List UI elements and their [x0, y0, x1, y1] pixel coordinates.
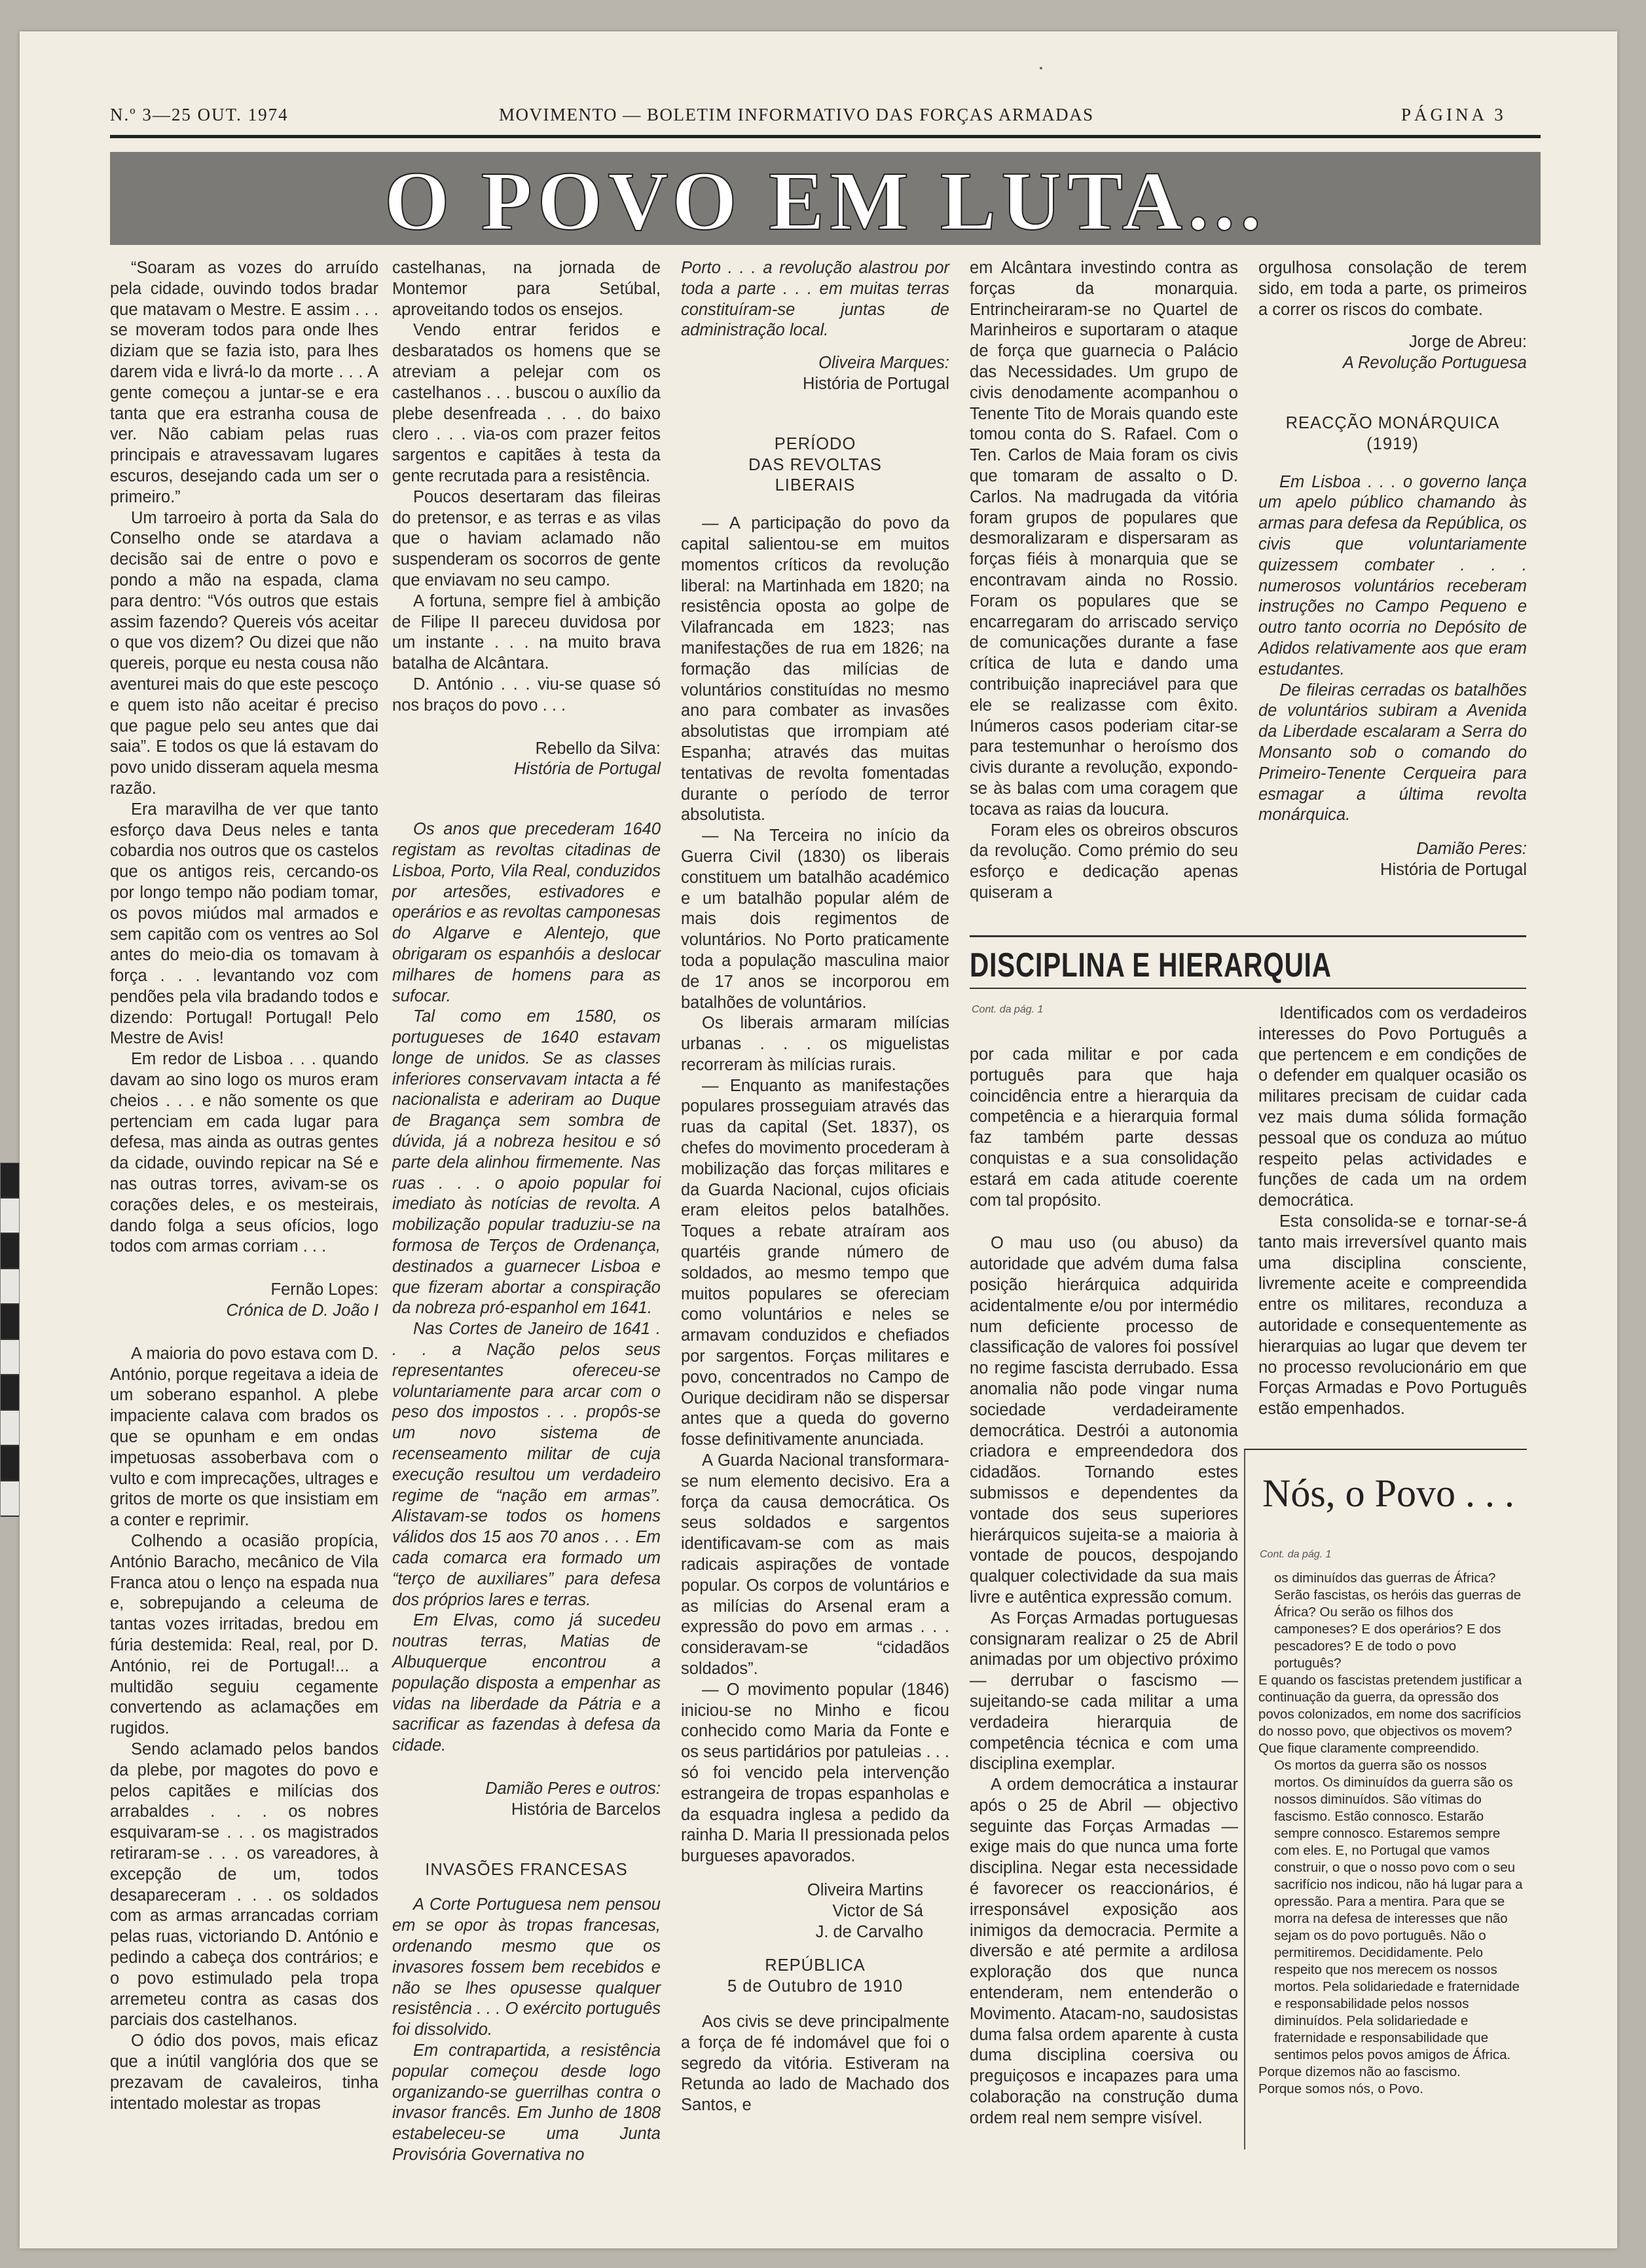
box-rule [1244, 1449, 1527, 1450]
source-author: Fernão Lopes: [270, 1280, 378, 1299]
paragraph: Era maravilha de ver que tanto esforço dava Deus neles e tanta cobardia nos outros que os castelos que os antigos reis, cercando-os por longo tempo não podiam tomar, os povos miúdos mal armados e sem capitão com os ventres ao Sol antes do meio-dia os tomavam à força . . . levantando voz com pendões pela vila bradando todos e dizendo: Portugal! Portugal! Pelo Mestre de Avis! [110, 800, 378, 1048]
column-3 [681, 258, 949, 2116]
scale-ruler [0, 1162, 20, 1516]
paragraph: A fortuna, sempre fiel à ambição de Filipe II pareceu duvidosa por um instante . . . na muito brava batalha de Alcântara. [392, 591, 661, 673]
section-title: DISCIPLINA E HIERARQUIA [970, 946, 1332, 984]
source-work: Crónica de D. João I [226, 1301, 378, 1320]
paragraph: De fileiras cerradas os batalhões de voluntários subiram a Avenida da Liberdade escalaram a Serra do Monsanto sob o comando do Primeiro-Tenente Cerqueira para esmagar a última revolta monárquica. [1258, 680, 1527, 825]
paragraph: orgulhosa consolação de terem sido, em toda a parte, os primeiros a correr os riscos do combate. [1258, 259, 1527, 319]
paragraph: Tal como em 1580, os portugueses de 1640 estavam longe de unidos. Se as classes inferiores conservavam intacta a fé nacionalista e aderiram ao Duque de Bragança sem sombra de dúvida, já a nobreza hesitou e só parte dela alinhou firmemente. Nas ruas . . . o apoio popular foi imediato às notícias de revolta. A mobilização popular traduziu-se na formosa de Terços de Ordenança, destinados a guarnecer Lisboa e que fizeram abortar a conspiração da nobreza pró-espanhol em 1641. [392, 1007, 661, 1318]
banner [110, 152, 1541, 248]
line: Serão fascistas, os heróis das guerras de África? Ou serão os filhos dos camponeses? E dos operários? E dos pescadores? E de todo o povo português? [1274, 1588, 1522, 1671]
paragraph: Identificados com os verdadeiros interesses do Povo Português a que pertencem e em condições de o defender em qualquer ocasião os militares precisam de cuidar cada vez mais duma sólida formação pessoal que os conduza ao mútuo respeito pelas actividades e funções de cada um na ordem democrática. [1258, 1004, 1527, 1210]
paragraph: A ordem democrática a instaurar após o 25 de Abril — objectivo seguinte das Forças Armadas — exige mais do que nunca uma forte disciplina. Negar esta necessidade é favorecer os reaccionários, é irresponsável exposição aos inimigos da democracia. Permite a diversão e até permite a ardilosa exploração dos que nunca entenderam, nem entenderão o Movimento. Atacam-no, saudosistas duma falsa ordem aparente à custa duma disciplina coersiva ou preguiçosos e incapazes para uma colaboração na construção duma ordem real nem sempre visível. [970, 1775, 1238, 2127]
source-author: Oliveira Martins [807, 1880, 923, 1899]
column-2 [392, 258, 661, 2166]
source-author: Jorge de Abreu: [1408, 333, 1527, 352]
line: Que fique claramente compreendido. [1258, 1741, 1480, 1756]
paragraph: As Forças Armadas portuguesas consignaram realizar o 25 de Abril animadas por um objectivo próximo — derrubar o fascismo — sujeitando-se cada militar a uma verdadeira hierarquia de competência técnica e com uma disciplina exemplar. [970, 1608, 1238, 1774]
paragraph: D. António . . . viu-se quase só nos braços do povo . . . [392, 675, 661, 715]
header-rule [110, 135, 1541, 138]
paragraph: Em contrapartida, a resistência popular começou desde logo organizando-se guerrilhas contra o invasor francês. Em Junho de 1808 estabeleceu-se uma Junta Provisória Governativa no [392, 2041, 661, 2164]
paragraph: A Guarda Nacional transformara-se num elemento decisivo. Era a força da causa democrática. Os seus soldados e sargentos identificavam-se com as mais radicais aspirações de vontade popular. Os corpos de voluntários e as milícias do Arsenal eram a expressão do povo em armas . . . consideravam-se “cidadãos soldados”. [681, 1451, 949, 1678]
section-rule [970, 935, 1526, 937]
paragraph: Porto . . . a revolução alastrou por toda a parte . . . em muitas terras constituíram-se juntas de administração local. [681, 259, 949, 340]
line: os diminuídos das guerras de África? [1274, 1571, 1496, 1586]
paragraph: Aos civis se deve principalmente a força de fé indomável que foi o segredo da vitória. Estiveram na Retunda ao lado de Machado dos Santos, e [681, 2012, 949, 2115]
paragraph: — O movimento popular (1846) iniciou-se no Minho e ficou conhecido como Maria da Fonte e os seus partidários por patuleias . . . só foi vencido pela intervenção estrangeira de tropas espanholas e da esquadra inglesa a pedido da rainha D. Maria II pressionada pelos burgueses apavorados. [681, 1680, 949, 1866]
nos-text [1258, 1570, 1527, 2098]
page-number: PÁGINA 3 [1401, 105, 1507, 124]
source-work: História de Barcelos [511, 1800, 661, 1819]
continuation-note: Cont. da pág. 1 [1260, 1549, 1332, 1560]
disciplina-column-b [1258, 1003, 1527, 1420]
paper-speck [1040, 67, 1042, 69]
disciplina-column-a [970, 1045, 1238, 2129]
source-author: Victor de Sá [832, 1901, 923, 1920]
box-title: Nós, o Povo . . . [1262, 1472, 1515, 1515]
paragraph: A maioria do povo estava com D. António, porque regeitava a ideia de um soberano espanhol. A plebe impaciente calava com brados os que se opunham e em ondas impetuosas assoberbava com o vulto e com imprecações, ultrages e gritos de morte os que insistiam em a conter e reprimir. [110, 1344, 378, 1530]
box-rule [1244, 1449, 1245, 2149]
paragraph: Vendo entrar feridos e desbaratados os homens que se atreviam a pelejar com os castelhanos . . . buscou o auxílio da plebe desenfreada . . . do baixo clero . . . via-os com prazer feitos sargentos e capitães à testa da gente recrutada para a resistência. [392, 321, 661, 485]
section-heading: (1919) [1366, 434, 1419, 453]
paragraph: — A participação do povo da capital salientou-se em muitos momentos críticos da revolução liberal: na Martinhada em 1820; na resistência oposta ao golpe de Vilafrancada em 1823; nas manifestações de rua em 1826; na formação das milícias de voluntários constituídas no mesmo ano para combater as invasões absolutistas que irrompiam até Espanha; através das muitas tentativas de revolta fomentadas durante o período de terror absolutista. [681, 514, 949, 825]
paragraph: Em redor de Lisboa . . . quando davam ao sino logo os muros eram cheios . . . e não somente os que pertenciam em cada lugar para defesa, mas ainda as outras gentes da cidade, ouvindo repicar na Sé e nas outras torres, avivam-se os corações deles, e os mesteirais, dando folga a seus ofícios, logo todos com armas corriam . . . [110, 1050, 378, 1256]
paragraph: por cada militar e por cada português para que haja coincidência entre a hierarquia da competência e a hierarquia formal faz também parte dessas conquistas e a sua consolidação estará em cada atitude coerente com tal propósito. [970, 1045, 1238, 1210]
paragraph: Em Elvas, como já sucedeu noutras terras, Matias de Albuquerque encontrou a população disposta a empenhar as vidas na liberdade da Pátria e a sacrificar as fazendas à defesa da cidade. [392, 1611, 661, 1755]
source-author: Damião Peres e outros: [485, 1779, 661, 1798]
column-4 [970, 258, 1238, 904]
section-rule [970, 988, 1526, 989]
section-heading: PERÍODO [774, 434, 856, 453]
paragraph: A Corte Portuguesa nem pensou em se opor às tropas francesas, ordenando mesmo que os invasores fossem bem recebidos e não se lhes opusesse qualquer resistência . . . O exército português foi dissolvido. [392, 1895, 661, 2039]
paragraph: “Soaram as vozes do arruído pela cidade, ouvindo todos bradar que matavam o Mestre. E assim . . . se moveram todos para onde lhes diziam que se fazia isto, para lhes darem vida e livrá-lo da morte . . . A gente começou a juntar-se e era tanta que era estranha cousa de ver. Não cabiam pelas ruas principais e atravessavam lugares escuros, desejando cada um ser o primeiro.” [110, 259, 378, 506]
paragraph: Poucos desertaram das fileiras do pretensor, e as terras e as vilas que o haviam aclamado não suspenderam os socorros de gente que enviavam no seu campo. [392, 487, 661, 589]
line: Os mortos da guerra são os nossos mortos. Os diminuídos da guerra são os nossos diminuídos. São vítimas do fascismo. Estão connosco. Estarão sempre connosco. Estaremos sempre com eles. E, no Portugal que vamos construir, o que o nosso povo com o seu sacrifício nos indicou, não há lugar para a opressão. Para a mentira. Para que se morra na defesa de interesses que não sejam os do povo português. Não o permitiremos. Decididamente. Pelo respeito que nos merecem os nossos mortos. Pela solidariedade e fraternidade e responsabilidade pelos nossos diminuídos. Pela solidariedade e fraternidade e responsabilidade que sentimos pelos povos amigos de África. [1274, 1758, 1523, 2062]
source-author: Oliveira Marques: [818, 354, 949, 373]
source-author: Rebello da Silva: [535, 739, 661, 758]
line: Porque somos nós, o Povo. [1258, 2081, 1423, 2096]
section-heading: INVASÕES FRANCESAS [425, 1860, 628, 1879]
source-work: História de Portugal [803, 374, 949, 393]
paragraph: — Enquanto as manifestações populares prosseguiam através das ruas da capital (Set. 1837), os chefes do movimento procederam à mobilização das forças militares e da Guarda Nacional, cujos oficiais eram eleitos pelos batalhões. Toques a rebate atraíram aos quartéis grande número de soldados, ao mesmo tempo que muitos populares se ofereciam como voluntários e neles se armavam conduzidos e chefiados por sargentos. Forças militares e povo, concentrados no Campo de Ourique decidiram não se dispersar antes que a queda do governo fosse definitivamente anunciada. [681, 1076, 949, 1449]
source-author: J. de Carvalho [815, 1922, 923, 1941]
paragraph: Em Lisboa . . . o governo lança um apelo público chamando às armas para defesa da República, os civis que voluntariamente quizessem combater . . . numerosos voluntários receberam instruções no Campo Pequeno e outro tanto ocorria no Depósito de Adidos relativamente aos que eram estudantes. [1258, 472, 1527, 679]
section-heading: REACÇÃO MONÁRQUICA [1285, 413, 1500, 432]
source-work: História de Portugal [514, 760, 661, 779]
paragraph: castelhanas, na jornada de Montemor para Setúbal, aproveitando todos os ensejos. [392, 259, 661, 319]
paragraph: O mau uso (ou abuso) da autoridade que advém duma falsa posição hierárquica adquirida acidentalmente e/ou por intermédio num deficiente processo de classificação de valores foi possível no regime fascista derrubado. Essa anomalia não pode vingar numa sociedade verdadeiramente democrática. Destrói a autonomia criadora e empreendedora dos cidadãos. Tornando estes submissos e dependentes da vontade dos seus superiores hierárquicos sujeita-se a maioria à vontade de poucos, despojando qualquer colectividade da sua mais livre e autêntica expressão comum. [970, 1234, 1238, 1607]
paragraph: Os anos que precederam 1640 registam as revoltas citadinas de Lisboa, Porto, Vila Real, conduzidos por artesões, estivadores e operários e as revoltas camponesas do Algarve e Alentejo, que obrigaram os espanhóis a deslocar milhares de homens para as sufocar. [392, 820, 661, 1005]
paragraph: Os liberais armaram milícias urbanas . . . os miguelistas recorreram às milícias rurais. [681, 1014, 949, 1074]
source-work: História de Portugal [1380, 860, 1527, 879]
line: E quando os fascistas pretendem justificar a continuação da guerra, da opressão dos povos colonizados, em nome dos sacrifícios do nosso povo, que objectivos os movem? [1258, 1673, 1522, 1739]
section-heading: LIBERAIS [775, 476, 856, 495]
paragraph: O ódio dos povos, mais eficaz que a inútil vanglória dos que se prezavam de cavaleiros, tinha intentado molestar as tropas [110, 2032, 378, 2113]
publication-title: MOVIMENTO — BOLETIM INFORMATIVO DAS FORÇAS ARMADAS [499, 105, 1094, 124]
issue-number: N.º 3—25 OUT. 1974 [110, 105, 289, 124]
paragraph: em Alcântara investindo contra as forças da monarquia. Entrincheiraram-se no Quartel de Marinheiros e suportaram o ataque de força que guarnecia o Palácio das Necessidades. Um grupo de civis denodamente acompanhou o Tenente Tito de Morais quando este tomou conta do S. Rafael. Com o Ten. Carlos de Maia foram os civis que tomaram de assalto o D. Carlos. Na madrugada da vitória foram grupos de populares que desmoralizaram e dispersaram as forças fiéis à monarquia que se encontravam ainda no Rossio. Foram os populares que se encarregaram do arriscado serviço de comunicações durante a fase crítica de luta e dando uma contribuição inapreciável para que ele se realizasse com êxito. Inúmeros casos poderiam citar-se para testemunhar o heroísmo dos civis durante a revolução, expondo-se às balas com uma coragem que tocava as raias da loucura. [970, 259, 1238, 819]
section-heading: DAS REVOLTAS [748, 455, 882, 474]
source-work: A Revolução Portuguesa [1342, 354, 1527, 373]
paragraph: Foram eles os obreiros obscuros da revolução. Como prémio do seu esforço e dedicação apenas quiseram a [970, 821, 1238, 902]
section-heading: REPÚBLICA [765, 1956, 866, 1975]
paragraph: Sendo aclamado pelos bandos da plebe, por magotes do povo e pelos capitães e milícias dos arrabaldes . . . os nobres esquivaram-se . . . os magistrados retiraram-se . . . os vareadores, à excepção de um, todos desapareceram . . . os soldados com as armas arrancadas corriam pelas ruas, victoriando D. António e pedindo a cabeça dos contrários; e o povo estimulado pela tropa arremeteu contra as casas dos parciais dos castelhanos. [110, 1739, 378, 2030]
line: Porque dizemos não ao fascismo. [1258, 2064, 1461, 2079]
paragraph: Nas Cortes de Janeiro de 1641 . . . a Nação pelos seus representantes ofereceu-se voluntariamente para arcar com o peso dos impostos . . . propôs-se um novo sistema de recenseamento militar de cuja execução resultou um verdadeiro regime de “nação em armas”. Alistavam-se todos os homens válidos dos 15 aos 70 anos . . . Em cada comarca era formado um “terço de auxiliares” para defesa dos próprios lares e terras. [392, 1320, 661, 1609]
paragraph: Esta consolida-se e tornar-se-á tanto mais irreversível quanto mais uma disciplina consciente, livremente aceite e compreendida entre os militares, reconduza a autoridade e consequentemente as hierarquias ao lugar que devem ter no processo revolucionário em que Forças Armadas e Povo Português estão empenhados. [1258, 1212, 1527, 1419]
source-author: Damião Peres: [1416, 840, 1527, 859]
column-5 [1258, 258, 1527, 881]
column-1 [110, 258, 378, 2114]
banner-title: O POVO EM LUTA... [384, 155, 1267, 248]
continuation-note: Cont. da pág. 1 [972, 1004, 1044, 1015]
paragraph: — Na Terceira no início da Guerra Civil (1830) os liberais constituem um batalhão académico e um batalhão popular além de mais dois regimentos de voluntários. No Porto praticamente toda a população masculina maior de 17 anos se incorporou em batalhões de voluntários. [681, 827, 949, 1012]
paragraph: Colhendo a ocasião propícia, António Baracho, mecânico de Vila Franca atou o lenço na espada nua e, sobrepujando a celeuma de tantas vozes irritadas, bredou em fúria destemida: Real, real, por D. António, rei de Portugal!... a multidão seguiu cegamente convertendo as aclamações em rugidos. [110, 1532, 378, 1738]
paragraph: Um tarroeiro à porta da Sala do Conselho onde se atardava a decisão sai de entre o povo e pondo a mão na espada, clama para dentro: “Vós outros que estais assim fazendo? Quereis vós aceitar o que vos dizem? Ou dizei que não quereis, porque eu nesta cousa não aventurei mais do que este pescoço e quem isto não aceitar é preciso que pague pelo seu antes que dai saia”. E todos os que lá estavam do povo unido disseram aquela mesma razão. [110, 508, 378, 798]
section-heading: 5 de Outubro de 1910 [727, 1977, 904, 1996]
